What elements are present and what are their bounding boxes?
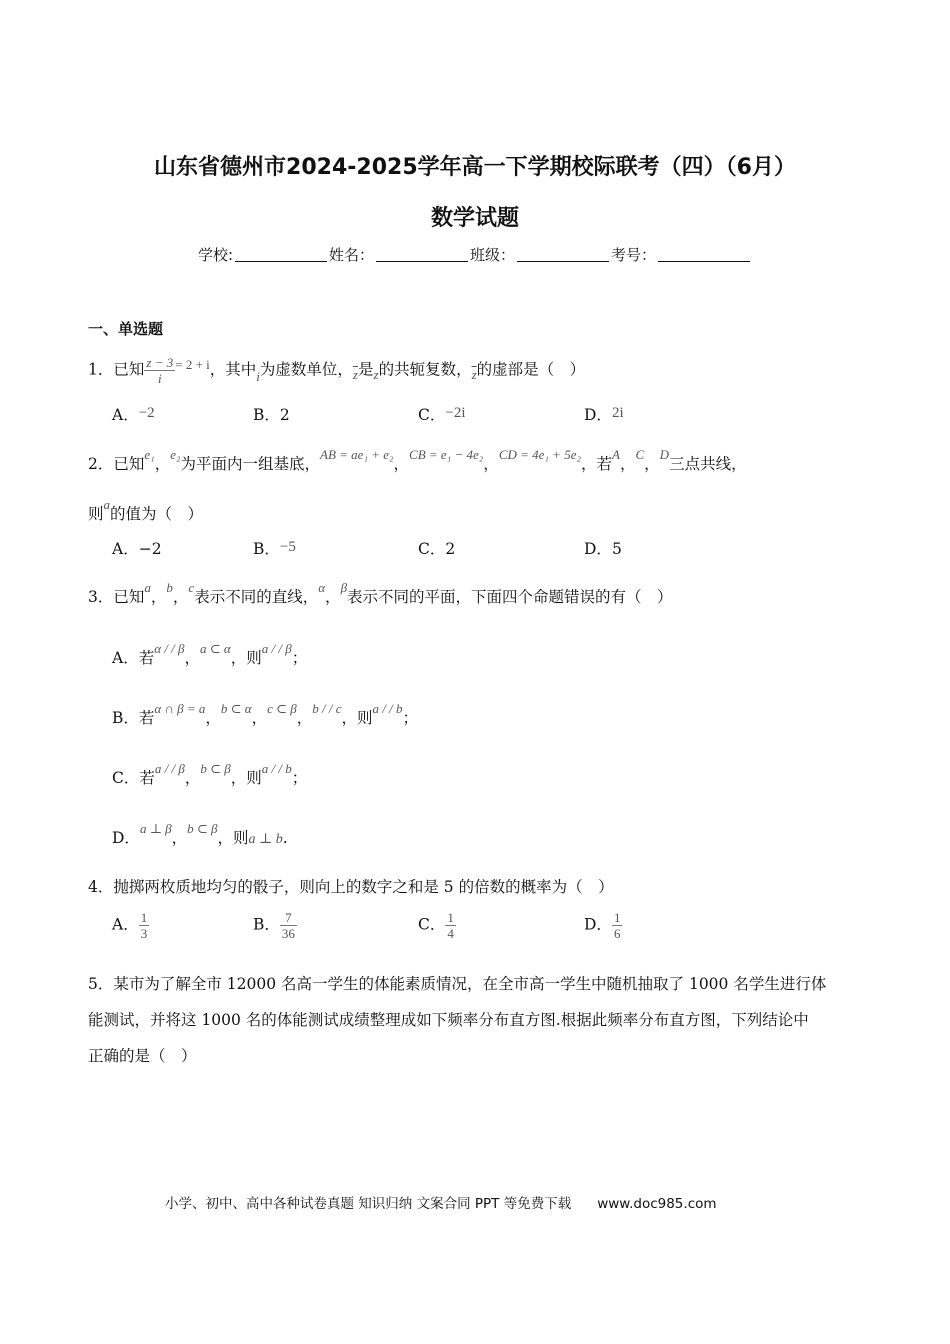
option-sep: ，则 [217, 829, 249, 847]
question-5-line-3: 正确的是（ ） [88, 1047, 197, 1065]
option-math: α / / β [154, 641, 185, 656]
q1-i-symbol: i [256, 368, 260, 384]
q4-option-c[interactable] [418, 910, 456, 941]
fraction-numerator: 1 [447, 910, 454, 925]
fraction-numerator: 1 [140, 910, 148, 925]
option-end: ； [291, 649, 308, 667]
q4-option-d[interactable] [584, 910, 622, 941]
q2-number: 2． [88, 455, 114, 473]
exam-title: 山东省德州市2024-2025学年高一下学期校际联考（四）（6月） [154, 155, 796, 180]
q1-text-mid2: 为虚数单位， [259, 360, 353, 379]
option-math: a / / b [372, 701, 403, 716]
q2-sep: ， [619, 455, 636, 473]
footer-text: 小学、初中、高中各种试卷真题 知识归纳 文案合同 PPT 等免费下载 [165, 1196, 572, 1212]
option-end: ； [291, 769, 308, 787]
q2-text-mid2: ，若 [581, 455, 613, 473]
q1-equation: = 2 + i [175, 356, 210, 372]
q3-sep: ， [325, 588, 341, 606]
q2-text-pre: 已知 [113, 455, 145, 473]
q2-vector-ab: AB = ae₁ + e₂ [320, 447, 394, 462]
option-sep: ，则 [341, 709, 373, 727]
option-label: C． [418, 915, 446, 934]
q3-option-b[interactable] [112, 701, 419, 728]
q2-sep: ， [644, 455, 660, 473]
q1-option-d[interactable] [584, 403, 624, 425]
q1-text-mid4: 的共轭复数， [378, 360, 472, 379]
option-math: b / / c [312, 701, 342, 716]
question-4 [88, 875, 614, 897]
option-label: C． [418, 406, 446, 424]
q1-text-mid3: 是 [357, 360, 374, 379]
question-5-line-1: 5．某市为了解全市 12000 名高一学生的体能素质情况，在全市高一学生中随机抽取了 1000 名学生进行体 [88, 975, 827, 993]
option-math: a / / b [261, 761, 292, 776]
option-label: B． [253, 915, 280, 934]
q1-option-a[interactable] [112, 403, 155, 425]
option-math: b ⊂ α [220, 701, 252, 716]
option-sep: ，则 [230, 649, 262, 667]
name-label: 姓名： [329, 246, 375, 264]
option-sep: ， [251, 709, 268, 727]
option-math: a ⊥ β [139, 821, 172, 836]
q2-text-end: 三点共线， [669, 455, 747, 473]
question-5-line-2: 能测试，并将这 1000 名的体能测试成绩整理成如下频率分布直方图.根据此频率分布直方图，下列结论中 [88, 1011, 809, 1029]
section-heading: 一、单选题 [88, 320, 164, 338]
q3-text-mid1: 表示不同的直线， [194, 588, 319, 606]
q1-frac-num: z − 3 [146, 355, 174, 370]
q3-text-end: 表示不同的平面，下面四个命题错误的有（ ） [347, 588, 673, 606]
q3-option-c[interactable] [112, 761, 308, 788]
option-math: a / / β [261, 641, 292, 656]
option-math: a ⊥ b [248, 832, 283, 847]
student-info-line [0, 244, 950, 265]
class-label: 班级： [470, 246, 516, 264]
q4-option-a[interactable] [112, 910, 149, 941]
q1-frac-den: i [158, 371, 162, 386]
q2-vector-cd: CD = 4e₁ + 5e₂ [498, 447, 581, 462]
q1-zbar-2: z [471, 366, 477, 382]
q2-option-b[interactable] [253, 537, 296, 559]
q3-option-d[interactable] [112, 821, 288, 848]
q2-sep: ， [154, 455, 171, 473]
q2-option-c[interactable] [418, 537, 455, 559]
q1-option-c[interactable] [418, 403, 466, 425]
option-label: A． [112, 540, 139, 558]
option-label: C． [418, 540, 446, 558]
question-2 [88, 447, 747, 474]
q2-sep: ， [483, 455, 499, 473]
option-sep: ， [184, 769, 201, 787]
q2-point-c: C [635, 447, 645, 462]
footer-url[interactable]: www.doc985.com [597, 1196, 717, 1212]
option-sep: ，则 [230, 769, 262, 787]
option-value: −5 [279, 539, 296, 555]
q3-plane-beta: β [340, 580, 348, 595]
name-blank [376, 248, 468, 262]
q3-line-a: a [144, 580, 151, 595]
fraction-denominator: 36 [281, 926, 295, 941]
option-sep: ， [171, 829, 188, 847]
option-value: −2 [138, 540, 162, 558]
option-math: a ⊂ α [200, 641, 231, 656]
q1-text-mid1: ，其中 [209, 360, 257, 379]
q2-e1: e₁ [144, 447, 155, 462]
option-label: B． [253, 406, 280, 424]
q1-text-pre: 已知 [113, 360, 145, 379]
q2-sep: ， [393, 455, 410, 473]
q2-text-mid1: 为平面内一组基底， [180, 455, 321, 473]
q3-plane-alpha: α [318, 580, 326, 595]
option-math: b ⊂ β [200, 761, 231, 776]
q1-fraction [144, 355, 175, 386]
option-label: B．若 [112, 709, 155, 727]
q3-number: 3． [88, 588, 114, 606]
option-label: C．若 [112, 769, 155, 787]
q3-line-b: b [166, 580, 173, 595]
option-value: 2i [611, 405, 624, 421]
fraction-numerator: 7 [280, 910, 297, 926]
option-value: 5 [611, 540, 622, 558]
option-math: c ⊂ β [267, 701, 297, 716]
q1-zbar: z [352, 366, 358, 382]
question-3 [88, 580, 673, 607]
q4-option-b[interactable] [253, 910, 297, 941]
option-fraction [612, 910, 623, 941]
class-blank [517, 248, 609, 262]
q2-line2-pre: 则 [88, 505, 104, 523]
fraction-denominator: 6 [613, 926, 621, 941]
option-label: A． [112, 915, 139, 934]
option-end: . [282, 829, 288, 847]
option-sep: ， [184, 649, 200, 667]
option-label: D． [112, 829, 140, 847]
q2-e2: e₂ [170, 447, 181, 462]
option-value: −2 [138, 405, 155, 421]
q1-text-end: 的虚部是（ ） [476, 360, 586, 379]
q2-vector-cb: CB = e₁ − 4e₂ [409, 447, 484, 462]
q1-option-b[interactable] [253, 403, 290, 425]
fraction-numerator: 1 [613, 910, 621, 925]
q2-line2-end: 的值为（ ） [110, 505, 204, 523]
option-value: −2i [445, 405, 466, 421]
option-label: A．若 [112, 649, 155, 667]
option-sep: ， [205, 709, 221, 727]
option-value: 2 [279, 406, 290, 424]
page-footer [165, 1192, 717, 1212]
option-end: ； [402, 709, 419, 727]
school-blank [235, 248, 327, 262]
option-math: b ⊂ β [187, 821, 218, 836]
q2-option-a[interactable] [112, 537, 162, 559]
school-label: 学校: [197, 246, 233, 264]
option-label: D． [584, 915, 612, 934]
option-sep: ， [296, 709, 313, 727]
option-label: A． [112, 406, 139, 424]
option-label: D． [584, 540, 612, 558]
q3-sep: ， [150, 588, 167, 606]
fraction-denominator: 3 [140, 926, 148, 941]
q2-option-d[interactable] [584, 537, 622, 559]
q1-z: z [373, 366, 379, 382]
q4-number: 4． [88, 878, 114, 896]
q1-number: 1． [88, 360, 114, 379]
fraction-denominator: 4 [447, 926, 454, 941]
q3-text-pre: 已知 [113, 588, 145, 606]
question-1 [88, 355, 585, 386]
q2-a: a [103, 497, 111, 512]
option-math: a / / β [154, 761, 185, 776]
option-fraction [280, 910, 297, 941]
option-fraction [139, 910, 150, 941]
option-label: D． [584, 406, 612, 424]
question-2-line-2 [88, 497, 204, 524]
q3-option-a[interactable] [112, 641, 308, 668]
exam-subtitle: 数学试题 [430, 206, 519, 231]
exam-no-blank [658, 248, 750, 262]
q4-text: 抛掷两枚质地均匀的骰子，则向上的数字之和是 5 的倍数的概率为（ ） [113, 878, 614, 896]
exam-no-label: 考号： [611, 246, 657, 264]
option-label: B． [253, 540, 280, 558]
option-value: 2 [445, 540, 456, 558]
q3-line-c: c [188, 580, 195, 595]
option-fraction [445, 910, 456, 941]
option-math: α ∩ β = a [154, 701, 206, 716]
q2-point-d: D [659, 447, 670, 462]
q3-sep: ， [172, 588, 189, 606]
q2-point-a: A [612, 447, 620, 462]
